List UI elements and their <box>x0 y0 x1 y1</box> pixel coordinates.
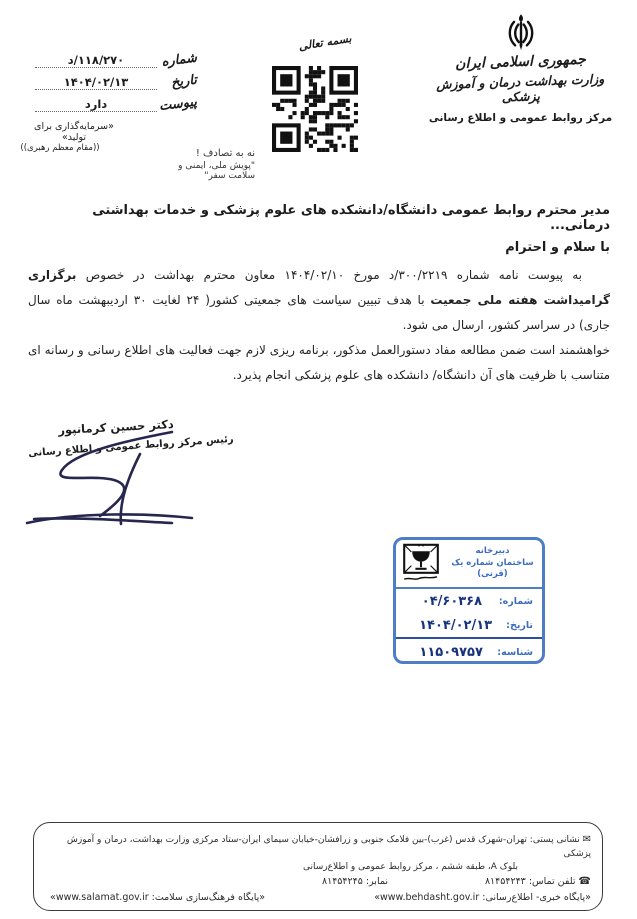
address-line2: بلوک A، طبقه ششم ، مرکز روابط عمومی و اطلاع‌رسانی <box>303 862 518 872</box>
letter-date-label: تاریخ <box>170 72 198 91</box>
reference-fields <box>35 46 198 115</box>
attachment-row <box>35 90 198 115</box>
fax-label: نمابر: <box>365 876 388 887</box>
stamp-id-value: ۱۱۵۰۹۷۵۷ <box>419 644 483 660</box>
salutation-line: با سلام و احترام <box>505 240 610 255</box>
signatory-title: رئیس مرکز روابط عمومی و اطلاع رسانی <box>27 433 235 460</box>
addressee-line: مدیر محترم روابط عمومی دانشگاه/دانشکده های علوم پزشکی و خدمات بهداشتی درمانی... <box>92 203 610 233</box>
slogan-attribution: ((مقام معظم رهبری)) <box>20 143 100 153</box>
stamp-number-value: ۰۴/۶۰۳۶۸ <box>421 593 483 609</box>
attachment-label: پیوست <box>158 94 198 115</box>
letter-body <box>28 203 610 388</box>
ministry-header <box>418 12 623 124</box>
body-paragraph-1 <box>28 263 610 338</box>
iran-emblem-icon <box>505 12 537 52</box>
postal-address-text: نشانی پستی: تهران-شهرک قدس (غرب)-بین فلامک جنوبی و زرافشان-خیابان سیمای ایران-ستاد مرکزی وزارت بهداشت، درمان و آموزش پزشکی <box>66 835 591 859</box>
stamp-office-line1: دبیرخانه <box>475 545 510 556</box>
phone-entry <box>485 876 591 887</box>
stamp-number-label: شماره: <box>498 595 533 607</box>
signature-block <box>22 416 240 530</box>
body-paragraph-2: خواهشمند است ضمن مطالعه مفاد دستورالعمل مذکور، برنامه ریزی لازم جهت فعالیت های اطلاع رسانی و رسانه ای متناسب با ظرفیت های آن دانشگاه/ دانشکده های علوم پزشکی انجام پذیرد. <box>28 343 610 382</box>
stamp-date-label: تاریخ: <box>506 619 533 631</box>
letter-date-value: ۱۴۰۴/۰۲/۱۳ <box>35 75 157 90</box>
year-slogan: «سرمایه‌گذاری برای تولید» <box>34 121 114 143</box>
phone-icon: ☎ <box>578 876 591 887</box>
letter-number-row <box>35 46 197 68</box>
fax-value: ۸۱۴۵۴۲۴۵ <box>322 876 363 887</box>
phone-label: تلفن تماس: <box>528 876 576 887</box>
org-name-calligraphy: جمهوری اسلامی ایران <box>454 51 587 73</box>
health-website: «پایگاه فرهنگ‌سازی سلامت: www.salamat.gov.ir» <box>50 892 266 903</box>
paragraph1-post: با هدف تبیین سیاست های جمعیتی کشور( ۲۴ لغایت ۳۰ اردیبهشت ماه سال جاری) در سراسر کشور، ارسال می شود. <box>28 293 610 332</box>
websites-line <box>50 892 591 903</box>
stamp-id-label: شناسه: <box>497 646 533 658</box>
letter-date-row <box>35 68 197 90</box>
fax-entry <box>322 876 388 887</box>
stamp-date-row <box>396 613 542 637</box>
stamp-header <box>396 540 542 589</box>
besmele-text: بسمه تعالی <box>297 31 353 54</box>
attachment-value: دارد <box>35 97 157 112</box>
envelope-icon: ✉ <box>582 834 591 845</box>
stamp-number-row <box>396 589 542 613</box>
campaign-line1: نه به تصادف ! <box>195 148 255 159</box>
campaign-line2: "پویش ملی، ایمنی و سلامت سفر" <box>178 161 255 181</box>
university-seal-icon <box>396 541 443 586</box>
registry-stamp <box>393 537 545 664</box>
ministry-name-calligraphy: وزارت بهداشت درمان و آموزش پزشکی <box>436 71 605 105</box>
phone-value: ۸۱۴۵۴۲۴۳ <box>484 876 526 887</box>
campaign-note <box>152 148 255 181</box>
footer-contact-box <box>33 822 603 911</box>
stamp-office-text <box>443 546 542 582</box>
phone-fax-line <box>34 876 602 890</box>
letter-number-label: شماره <box>160 50 198 70</box>
qr-code <box>272 66 358 152</box>
department-name: مرکز روابط عمومی و اطلاع رسانی <box>428 112 613 124</box>
paragraph1-bold-subject: برگزاری گرامیداشت هفته ملی جمعیت <box>28 268 611 307</box>
stamp-office-line3: (قرنی) <box>477 569 508 580</box>
news-website: «پایگاه خبری- اطلاع‌رسانی: www.behdasht.gov.ir» <box>374 892 591 903</box>
stamp-id-row <box>396 637 542 665</box>
paragraph1-pre: به پیوست نامه شماره ۳۰۰/۲۲۱۹/د مورخ ۱۴۰۴/۰۲/۱۰ معاون محترم بهداشت در خصوص <box>76 268 582 282</box>
stamp-office-line2: ساختمان شماره یک <box>451 557 534 568</box>
letter-number-value: ۱۱۸/۲۷۰/د <box>35 53 157 68</box>
stamp-date-value: ۱۴۰۴/۰۲/۱۳ <box>419 617 493 633</box>
postal-address-line <box>45 832 591 861</box>
signatory-name: دکتر حسین کرمانپور <box>57 416 175 438</box>
